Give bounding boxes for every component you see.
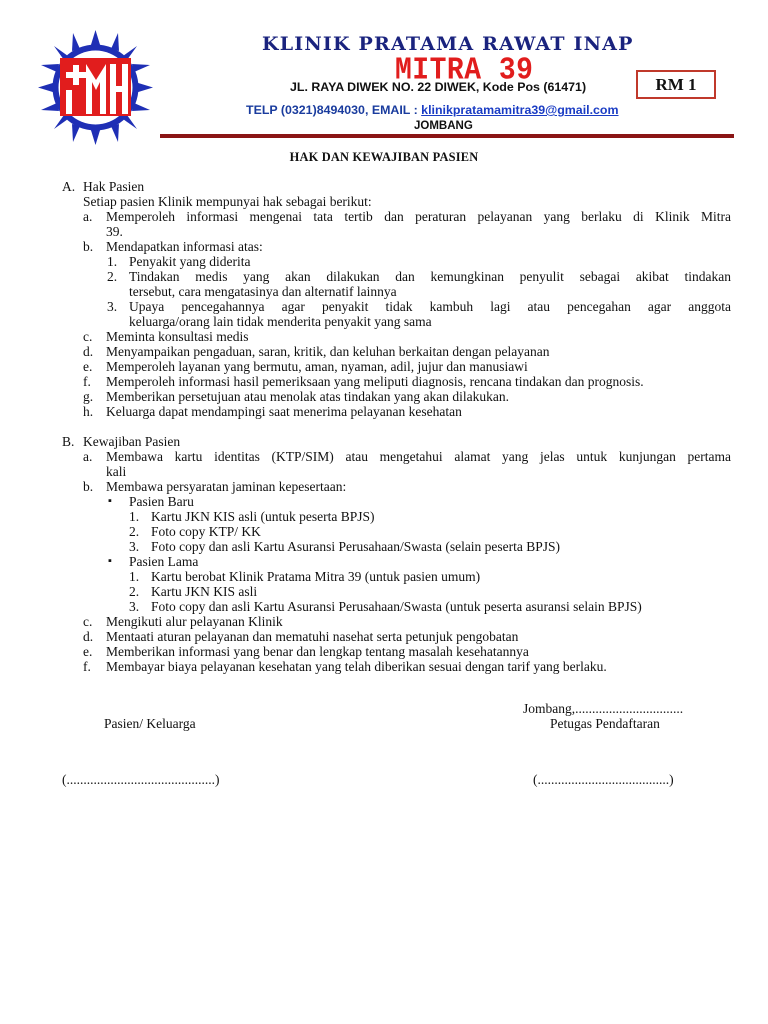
list-item: Mengikuti alur pelayanan Klinik	[106, 614, 283, 629]
square-bullet-icon: ▪	[108, 555, 112, 567]
list-item: Membawa kartu identitas (KTP/SIM) atau mengetahui alamat yang jelas untuk kunjungan pertama	[106, 449, 731, 464]
header-divider	[160, 134, 734, 138]
section-b-marker: B.	[62, 434, 75, 449]
sub-item-cont: keluarga/orang lain tidak menderita penyakit yang sama	[129, 314, 432, 329]
sub-item-marker: 2.	[107, 269, 118, 284]
group-label: Pasien Lama	[129, 554, 199, 569]
list-item-marker: d.	[83, 629, 94, 644]
place-date-field: Jombang,................................	[523, 701, 684, 716]
list-item-marker: d.	[83, 344, 94, 359]
list-item: Memperoleh informasi hasil pemeriksaan yang meliputi diagnosis, rencana tindakan dan prognosis.	[106, 374, 644, 389]
list-item: Mendapatkan informasi atas:	[106, 239, 263, 254]
list-item-marker: g.	[83, 389, 94, 404]
sub-item: Kartu JKN KIS asli	[151, 584, 258, 599]
list-item-cont: 39.	[106, 224, 123, 239]
clinic-logo	[38, 30, 153, 145]
document-title: HAK DAN KEWAJIBAN PASIEN	[289, 150, 479, 164]
list-item: Membawa persyaratan jaminan kepesertaan:	[106, 479, 347, 494]
section-a-intro: Setiap pasien Klinik mempunyai hak sebagai berikut:	[83, 194, 372, 209]
phone-text: TELP (0321)8494030, EMAIL :	[246, 103, 418, 117]
email-link[interactable]: klinikpratamamitra39@gmail.com	[421, 103, 619, 117]
list-item: Mentaati aturan pelayanan dan mematuhi nasehat serta petunjuk pengobatan	[106, 629, 519, 644]
sub-item: Kartu JKN KIS asli (untuk peserta BPJS)	[151, 509, 375, 524]
sub-item-marker: 3.	[129, 599, 140, 614]
officer-signature-blank: (.......................................)	[533, 772, 674, 787]
sub-item: Penyakit yang diderita	[129, 254, 251, 269]
officer-label: Petugas Pendaftaran	[550, 716, 660, 731]
list-item-marker: e.	[83, 644, 93, 659]
sub-item: Foto copy KTP/ KK	[151, 524, 261, 539]
group-label: Pasien Baru	[129, 494, 194, 509]
section-b-heading: Kewajiban Pasien	[83, 434, 181, 449]
section-a-heading: Hak Pasien	[83, 179, 145, 194]
list-item: Menyampaikan pengaduan, saran, kritik, dan keluhan berkaitan dengan pelayanan	[106, 344, 550, 359]
list-item-marker: b.	[83, 479, 94, 494]
list-item: Memberikan informasi yang benar dan lengkap tentang masalah kesehatannya	[106, 644, 529, 659]
list-item: Meminta konsultasi medis	[106, 329, 249, 344]
patient-signature-blank: (............................................)	[62, 772, 220, 787]
list-item: Memberikan persetujuan atau menolak atas tindakan yang akan dilakukan.	[106, 389, 509, 404]
list-item-marker: h.	[83, 404, 94, 419]
section-a-marker: A.	[62, 179, 76, 194]
sub-item-marker: 1.	[129, 569, 140, 584]
form-code-badge: RM 1	[636, 70, 716, 99]
clinic-brand: MITRA 39	[395, 54, 534, 89]
patient-label: Pasien/ Keluarga	[104, 716, 196, 731]
list-item-marker: e.	[83, 359, 93, 374]
square-bullet-icon: ▪	[108, 495, 112, 507]
sub-item-marker: 3.	[107, 299, 118, 314]
sub-item-marker: 2.	[129, 584, 140, 599]
sub-item-marker: 1.	[129, 509, 140, 524]
list-item-marker: c.	[83, 329, 93, 344]
list-item: Membayar biaya pelayanan kesehatan yang telah diberikan sesuai dengan tarif yang berlaku.	[106, 659, 607, 674]
list-item-marker: b.	[83, 239, 94, 254]
list-item-marker: c.	[83, 614, 93, 629]
sub-item: Foto copy dan asli Kartu Asuransi Perusahaan/Swasta (selain peserta BPJS)	[151, 539, 561, 554]
list-item-marker: f.	[83, 374, 91, 389]
clinic-address: JL. RAYA DIWEK NO. 22 DIWEK, Kode Pos (61471)	[290, 80, 587, 94]
sub-item-marker: 1.	[107, 254, 118, 269]
list-item-cont: kali	[106, 464, 127, 479]
clinic-name: KLINIK PRATAMA RAWAT INAP	[262, 33, 634, 55]
sub-item: Tindakan medis yang akan dilakukan dan kemungkinan penyulit sebagai akibat tindakan	[129, 269, 731, 284]
sub-item-marker: 2.	[129, 524, 140, 539]
list-item: Keluarga dapat mendampingi saat menerima pelayanan kesehatan	[106, 404, 462, 419]
sub-item: Foto copy dan asli Kartu Asuransi Perusahaan/Swasta (untuk peserta asuransi selain BPJS)	[151, 599, 642, 614]
sub-item-cont: tersebut, cara mengatasinya dan alternatif lainnya	[129, 284, 397, 299]
sub-item: Upaya pencegahannya agar penyakit tidak kambuh lagi atau pencegahan agar anggota	[129, 299, 731, 314]
list-item-marker: f.	[83, 659, 91, 674]
sub-item-marker: 3.	[129, 539, 140, 554]
list-item: Memperoleh informasi mengenai tata tertib dan peraturan pelayanan yang berlaku di Klinik Mitra	[106, 209, 731, 224]
clinic-city: JOMBANG	[414, 120, 473, 132]
list-item-marker: a.	[83, 209, 93, 224]
list-item: Memperoleh layanan yang bermutu, aman, nyaman, adil, jujur dan manusiawi	[106, 359, 528, 374]
clinic-contact	[246, 103, 619, 117]
sub-item: Kartu berobat Klinik Pratama Mitra 39 (untuk pasien umum)	[151, 569, 481, 584]
list-item-marker: a.	[83, 449, 93, 464]
